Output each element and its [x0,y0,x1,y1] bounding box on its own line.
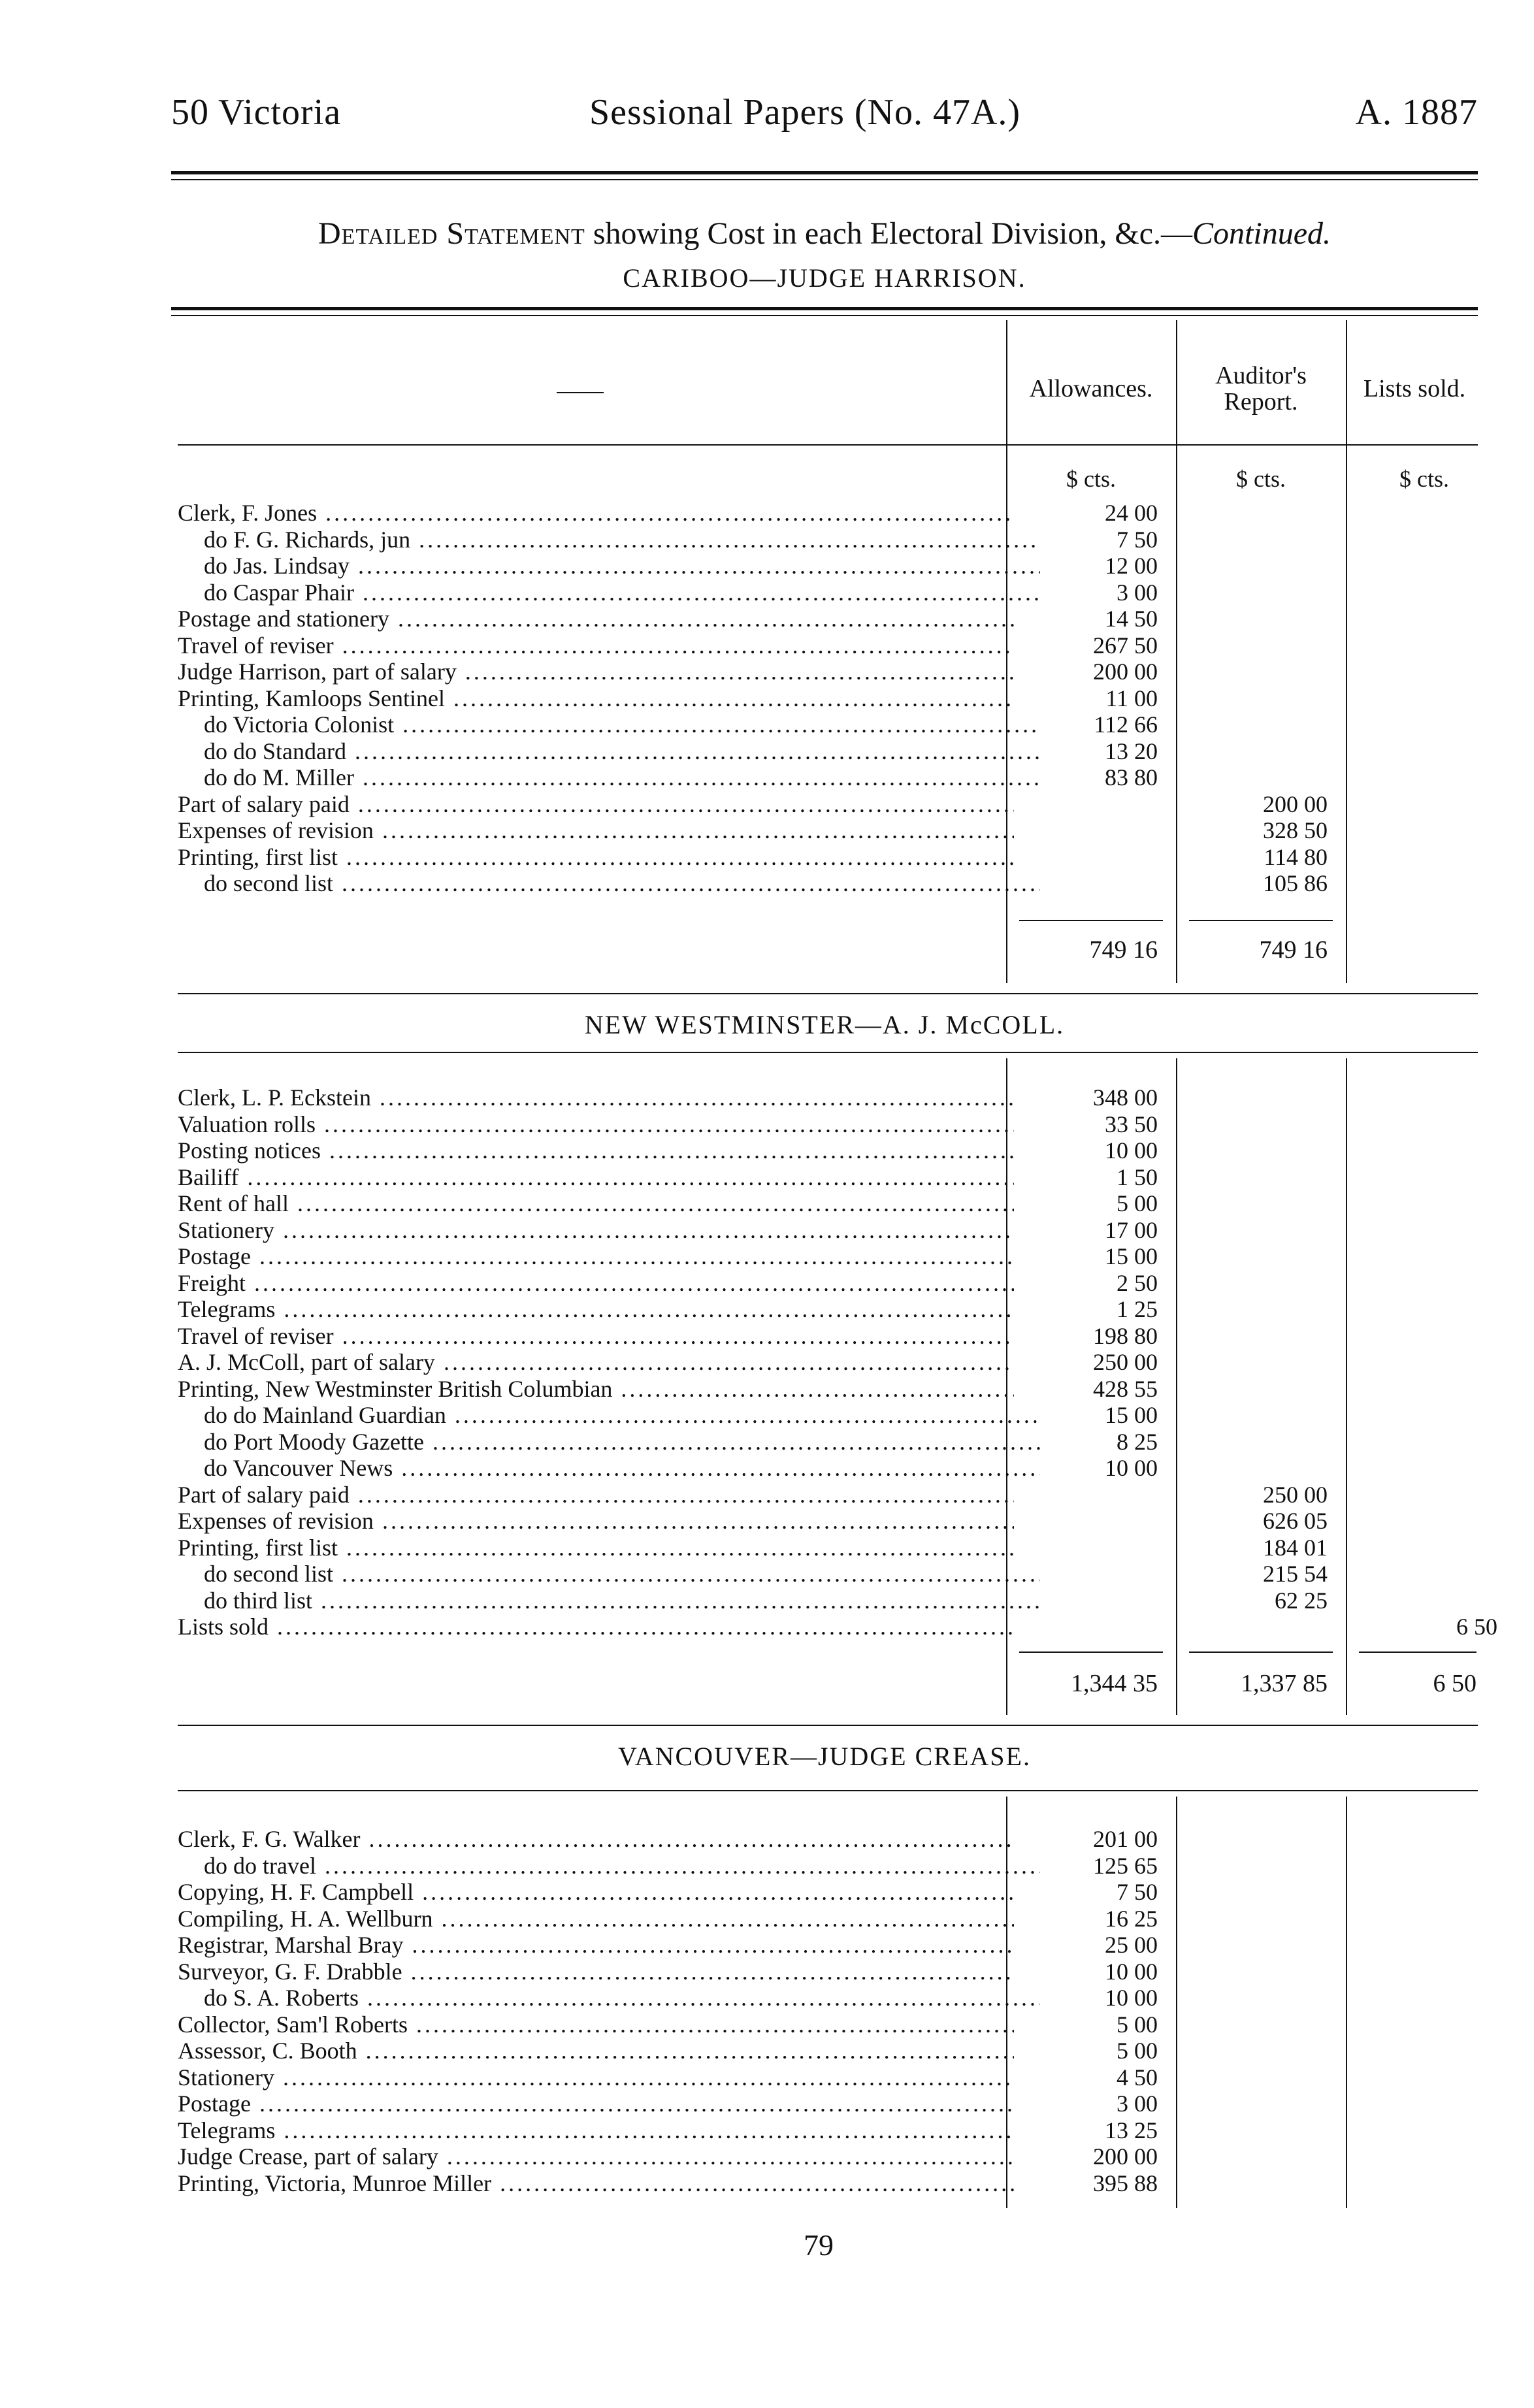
col-auditors-report: Auditor's Report. [1215,362,1307,415]
row-allowance: 7 50 [1117,1879,1158,1905]
row-allowance: 25 00 [1105,1932,1158,1958]
table-row [178,1561,1478,1587]
row-label: A. J. McColl, part of salary ..... [178,1349,1014,1376]
row-label: Valuation rolls ..... [178,1111,1014,1138]
table-row [178,1323,1478,1350]
row-label: do Caspar Phair ..... [178,579,1040,606]
total-auditors: 749 16 [1259,936,1328,964]
row-label: do Vancouver News ..... [178,1455,1040,1482]
row-allowance: 201 00 [1093,1826,1158,1852]
row-label: Judge Harrison, part of salary ..... [178,659,1014,685]
table-row [178,1455,1478,1482]
table-row [178,1482,1478,1508]
row-label: Printing, first list ..... [178,844,1014,871]
title-continued: Continued. [1192,216,1331,251]
row-label: Postage ..... [178,1243,1014,1270]
row-allowance: 267 50 [1093,632,1158,659]
table-row [178,606,1478,632]
section-title-new-westminster: NEW WESTMINSTER—A. J. McCOLL. [584,1010,1065,1039]
table-row [178,738,1478,765]
table-row [178,1111,1478,1138]
table-row [178,1084,1478,1111]
title-lead: Detailed Statement [318,216,585,251]
row-auditors: 200 00 [1263,790,1328,817]
row-label: Travel of reviser ..... [178,632,1014,659]
row-label: Assessor, C. Booth ..... [178,2038,1014,2064]
table-row [178,685,1478,712]
row-allowance: 14 50 [1105,606,1158,632]
row-allowance: 83 80 [1105,764,1158,790]
row-label: Stationery ..... [178,1217,1014,1244]
row-allowance: 16 25 [1105,1905,1158,1932]
row-label: Stationery ..... [178,2064,1014,2091]
row-allowance: 24 00 [1105,500,1158,526]
row-label: Printing, New Westminster British Columbian ..... [178,1376,1014,1403]
row-allowance: 200 00 [1093,659,1158,685]
table-row [178,1614,1497,1640]
row-allowance: 3 00 [1117,2091,1158,2117]
row-label: Expenses of revision ..... [178,1508,1014,1535]
col-allowances: Allowances. [1029,375,1153,402]
row-label: Printing, Kamloops Sentinel ..... [178,685,1014,712]
header-rule [171,171,1478,174]
row-allowance: 5 00 [1117,2011,1158,2038]
row-label: do Jas. Lindsay ..... [178,553,1040,579]
table-row [178,764,1478,791]
section-rule [178,1052,1478,1053]
table-row [178,2038,1478,2064]
row-label: Registrar, Marshal Bray ..... [178,1932,1014,1959]
table-row [178,1349,1478,1376]
row-label: Telegrams ..... [178,1296,1014,1323]
sum-rule-auditors [1189,1651,1333,1653]
row-label: do do Mainland Guardian ..... [178,1402,1040,1429]
row-label: Postage and stationery ..... [178,606,1014,632]
table-row [178,1402,1478,1429]
col-lists-sold: Lists sold. [1363,375,1466,402]
table-row [178,2170,1478,2197]
row-label: Travel of reviser ..... [178,1323,1014,1350]
row-allowance: 15 00 [1105,1243,1158,1269]
table-row [178,1853,1478,1879]
row-label: Compiling, H. A. Wellburn ..... [178,1906,1014,1932]
row-allowance: 1 25 [1117,1296,1158,1322]
table-row [178,1985,1478,2011]
row-label: Postage ..... [178,2091,1014,2117]
row-allowance: 2 50 [1117,1269,1158,1296]
total-allowances: 1,344 35 [1071,1670,1158,1697]
table-row [178,1587,1478,1614]
row-allowance: 8 25 [1117,1428,1158,1455]
row-label: do second list ..... [178,870,1040,897]
new-westminster-rows [178,1084,1497,1640]
section-title-cariboo: CARIBOO—JUDGE HARRISON. [623,263,1026,293]
table-row [178,1243,1478,1270]
row-allowance: 395 88 [1093,2170,1158,2196]
row-allowance: 348 00 [1093,1084,1158,1111]
total-auditors: 1,337 85 [1241,1670,1328,1697]
row-label: Clerk, F. Jones ..... [178,500,1014,527]
row-label: Surveyor, G. F. Drabble ..... [178,1959,1014,1985]
section-rule [178,1725,1478,1726]
row-auditors: 62 25 [1275,1587,1328,1614]
row-label: Judge Crease, part of salary ..... [178,2143,1014,2170]
row-label: do Victoria Colonist ..... [178,711,1040,738]
row-label: Printing, first list ..... [178,1535,1014,1561]
table-row [178,500,1478,527]
table-row [178,1376,1478,1403]
table-row [178,632,1478,659]
row-label: do S. A. Roberts ..... [178,1985,1040,2011]
table-row [178,1906,1478,1932]
row-auditors: 328 50 [1263,817,1328,843]
row-label: Part of salary paid ..... [178,791,1014,818]
table-row [178,553,1478,579]
row-label: Freight ..... [178,1270,1014,1297]
row-label: Bailiff ..... [178,1164,1014,1191]
row-label: do do M. Miller ..... [178,764,1040,791]
table-row [178,2117,1478,2144]
section-title-vancouver: VANCOUVER—JUDGE CREASE. [618,1742,1031,1771]
table-row [178,791,1478,818]
title-rest: showing Cost in each Electoral Division, &c.— [585,216,1193,251]
row-label: do second list ..... [178,1561,1040,1587]
row-label: Clerk, F. G. Walker ..... [178,1826,1014,1853]
unit-auditors: $ cts. [1236,466,1286,492]
row-allowance: 10 00 [1105,1958,1158,1985]
row-allowance: 10 00 [1105,1985,1158,2011]
sum-rule-allowances [1019,1651,1163,1653]
header-center: Sessional Papers (No. 47A.) [589,92,1021,133]
header-right: A. 1887 [1355,92,1478,133]
row-allowance: 5 00 [1117,1190,1158,1216]
row-label: do do travel ..... [178,1853,1040,1879]
vancouver-rows [178,1826,1478,2196]
row-auditors: 626 05 [1263,1508,1328,1534]
row-lists-sold: 6 50 [1456,1614,1497,1640]
table-top-rule [171,307,1478,310]
table-row [178,1879,1478,1906]
row-label: Collector, Sam'l Roberts ..... [178,2011,1014,2038]
row-allowance: 112 66 [1094,711,1158,738]
table-row [178,1217,1478,1244]
page-number: 79 [804,2228,834,2262]
table-row [178,711,1478,738]
row-allowance: 250 00 [1093,1349,1158,1375]
row-allowance: 13 20 [1105,738,1158,764]
section-rule [178,993,1478,994]
row-allowance: 10 00 [1105,1455,1158,1481]
row-allowance: 15 00 [1105,1402,1158,1428]
sum-rule-auditors [1189,920,1333,921]
table-row [178,1296,1478,1323]
total-lists-sold: 6 50 [1433,1670,1477,1697]
table-row [178,1270,1478,1297]
header-bottom-rule [178,444,1478,446]
row-label: do F. G. Richards, jun ..... [178,527,1040,553]
row-label: Telegrams ..... [178,2117,1014,2144]
row-label: do Port Moody Gazette ..... [178,1429,1040,1456]
row-label: Printing, Victoria, Munroe Miller ..... [178,2170,1014,2197]
table-row [178,1959,1478,1985]
table-row [178,1429,1478,1456]
unit-allowances: $ cts. [1066,466,1116,492]
table-row [178,1164,1478,1191]
total-allowances: 749 16 [1089,936,1158,964]
unit-lists: $ cts. [1399,466,1449,492]
row-allowance: 125 65 [1093,1852,1158,1879]
row-allowance: 1 50 [1117,1163,1158,1190]
row-allowance: 5 00 [1117,2038,1158,2064]
table-row [178,1137,1478,1164]
header-left: 50 Victoria [171,92,342,133]
table-row [178,1508,1478,1535]
row-label: Part of salary paid ..... [178,1482,1014,1508]
header-rule-thin [171,179,1478,180]
cariboo-rows [178,500,1478,897]
row-allowance: 198 80 [1093,1322,1158,1349]
row-allowance: 17 00 [1105,1216,1158,1243]
row-auditors: 215 54 [1263,1561,1328,1587]
row-label: Rent of hall ..... [178,1190,1014,1217]
table-row [178,844,1478,871]
table-row [178,870,1478,897]
table-row [178,579,1478,606]
table-row [178,1932,1478,1959]
row-auditors: 114 80 [1264,843,1328,870]
row-label: do do Standard ..... [178,738,1040,765]
row-allowance: 13 25 [1105,2117,1158,2143]
row-auditors: 105 86 [1263,870,1328,896]
row-label: Clerk, L. P. Eckstein ..... [178,1084,1014,1111]
row-auditors: 184 01 [1263,1534,1328,1561]
row-label: Lists sold ..... [178,1614,1014,1640]
particulars-dash [557,392,604,393]
row-allowance: 200 00 [1093,2143,1158,2170]
table-row [178,1826,1478,1853]
row-label: do third list ..... [178,1587,1040,1614]
row-allowance: 33 50 [1105,1111,1158,1137]
table-top-rule-thin [171,315,1478,316]
table-row [178,2064,1478,2091]
section-rule [178,1790,1478,1791]
sum-rule-allowances [1019,920,1163,921]
row-auditors: 250 00 [1263,1481,1328,1508]
row-allowance: 4 50 [1117,2064,1158,2091]
row-label: Expenses of revision ..... [178,817,1014,844]
statement-title [171,216,1478,252]
row-label: Copying, H. F. Campbell ..... [178,1879,1014,1906]
table-row [178,817,1478,844]
table-row [178,1190,1478,1217]
table-row [178,659,1478,685]
row-allowance: 11 00 [1105,685,1158,711]
table-row [178,527,1478,553]
sum-rule-lists [1359,1651,1477,1653]
row-allowance: 7 50 [1117,526,1158,553]
page-header [171,91,1478,144]
row-allowance: 10 00 [1105,1137,1158,1163]
table-row [178,2091,1478,2117]
row-allowance: 3 00 [1117,579,1158,606]
table-row [178,2011,1478,2038]
row-allowance: 428 55 [1093,1375,1158,1402]
row-allowance: 12 00 [1105,553,1158,579]
table-row [178,2143,1478,2170]
row-label: Posting notices ..... [178,1137,1014,1164]
table-row [178,1535,1478,1561]
